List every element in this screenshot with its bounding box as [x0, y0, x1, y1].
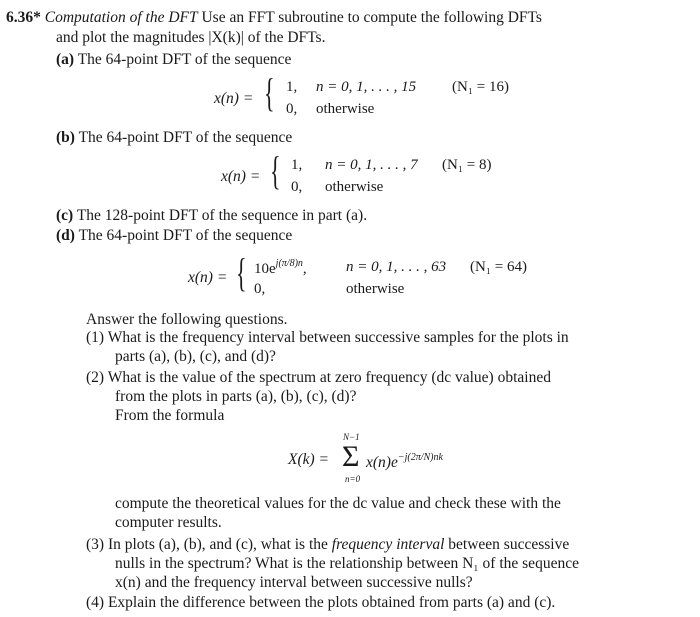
part-d-brace: {: [236, 250, 247, 295]
part-d-lhs: x(n) =: [188, 269, 228, 286]
part-b-case2-value: 0,: [291, 179, 303, 195]
part-d-case1-exponent: j(π/8)n: [275, 258, 303, 269]
question-3-line1: (3) In plots (a), (b), and (c), what is the frequency interval between successive: [86, 536, 570, 553]
part-a-case1-note: (N₁ = 16): [452, 79, 510, 95]
part-a-case1-value: 1,: [286, 79, 298, 95]
part-d-heading: [56, 226, 292, 245]
question-3-emphasis: frequency interval: [331, 536, 445, 553]
problem-intro-line2: and plot the magnitudes |X(k)| of the DFTs.: [56, 29, 326, 46]
part-b-lhs: x(n) =: [221, 168, 261, 185]
part-a-heading: [56, 50, 291, 69]
part-b-brace: {: [270, 148, 281, 193]
part-a-case2-value: 0,: [286, 101, 298, 117]
dft-formula-upper-limit: N−1: [343, 432, 360, 442]
problem-header: [6, 8, 542, 27]
part-b-text: The 64-point DFT of the sequence: [78, 129, 293, 146]
part-c-heading: [56, 206, 367, 225]
part-d-case1-condition: n = 0, 1, . . . , 63: [346, 259, 447, 275]
problem-title: Computation of the DFT: [44, 9, 198, 26]
problem-intro-line1: Use an FFT subroutine to compute the following DFTs: [201, 9, 542, 26]
question-3-line2: nulls in the spectrum? What is the relationship between N₁ of the sequence: [115, 555, 579, 572]
part-a-text: The 64-point DFT of the sequence: [77, 51, 292, 68]
part-d-label: (d): [56, 227, 75, 244]
question-4-line1: (4) Explain the difference between the plots obtained from parts (a) and (c).: [86, 594, 556, 611]
question-4-label: (4): [86, 594, 105, 611]
dft-formula-body: $x(n)e^{-j(2\pi/N)nk}$: [366, 452, 443, 471]
summation-symbol: Σ: [342, 440, 360, 473]
question-1-line1: (1) What is the frequency interval between successive samples for the plots in: [86, 329, 569, 346]
part-a-label: (a): [56, 51, 75, 68]
part-d-text: The 64-point DFT of the sequence: [78, 227, 293, 244]
question-1-label: (1): [86, 329, 105, 346]
dft-formula-lhs: X(k) =: [288, 451, 330, 468]
part-a-lhs: x(n) =: [214, 90, 254, 107]
question-2-line2: from the plots in parts (a), (b), (c), (d)?: [115, 388, 357, 405]
part-c-label: (c): [56, 207, 74, 224]
part-d-case2-condition: otherwise: [346, 281, 405, 297]
question-3-label: (3): [86, 536, 105, 553]
part-b-case1-condition: n = 0, 1, . . . , 7: [325, 157, 418, 173]
question-2-after-line2: computer results.: [115, 514, 222, 531]
part-c-text: The 128-point DFT of the sequence in part (a).: [76, 207, 368, 224]
questions-intro: Answer the following questions.: [86, 311, 288, 328]
part-a-brace: {: [264, 70, 275, 115]
part-b-label: (b): [56, 129, 75, 146]
part-b-case1-note: (N₁ = 8): [442, 157, 492, 173]
question-3-line3: x(n) and the frequency interval between successive nulls?: [115, 574, 473, 591]
question-2-line3: From the formula: [115, 407, 225, 424]
part-d-case1-value: $10e^{j(\pi/8)n}$,: [254, 258, 307, 277]
question-2-after-line1: compute the theoretical values for the dc value and check these with the: [115, 495, 561, 512]
dft-formula-lower-limit: n=0: [345, 474, 361, 484]
question-1-line2: parts (a), (b), (c), and (d)?: [115, 348, 276, 365]
problem-number: 6.36*: [6, 9, 41, 26]
part-d-case2-value: 0,: [254, 281, 266, 297]
question-2-line1: (2) What is the value of the spectrum at zero frequency (dc value) obtained: [86, 369, 551, 386]
part-a-case2-condition: otherwise: [316, 101, 375, 117]
part-d-case1-note: (N₁ = 64): [470, 259, 528, 275]
dft-formula-exponent: −j(2π/N)nk: [397, 452, 443, 463]
question-2-label: (2): [86, 369, 105, 386]
part-a-case1-condition: n = 0, 1, . . . , 15: [316, 79, 417, 95]
part-b-case2-condition: otherwise: [325, 179, 384, 195]
part-d-case1-base: 10e: [254, 261, 276, 277]
part-b-heading: [56, 128, 292, 147]
part-b-case1-value: 1,: [291, 157, 303, 173]
